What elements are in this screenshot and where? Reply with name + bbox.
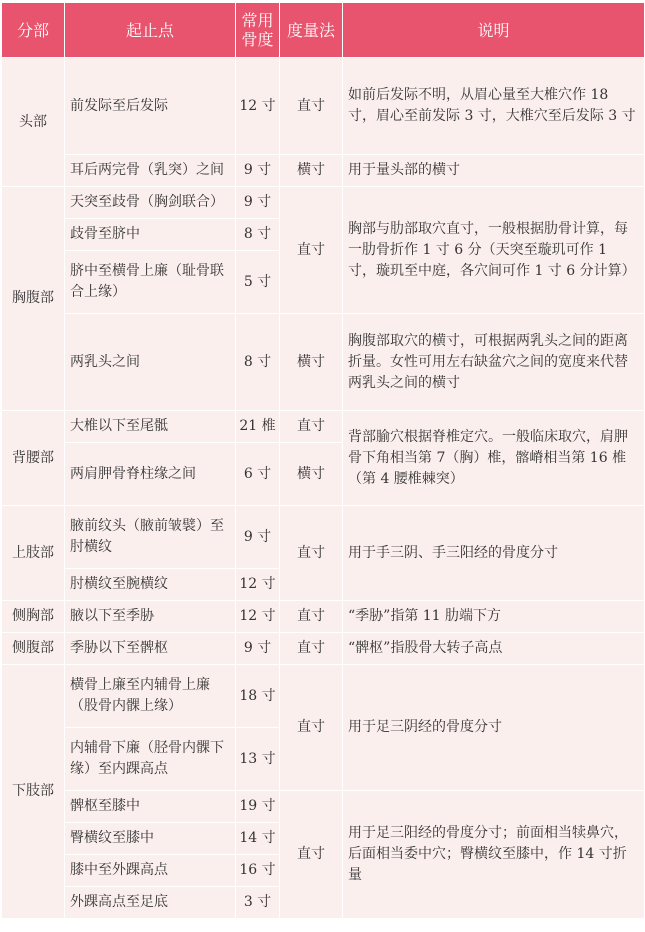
method-cell: 直寸: [280, 665, 343, 791]
note-cell: 用于足三阳经的骨度分寸；前面相当犊鼻穴，后面相当委中穴；臀横纹至膝中，作 14 寸折量: [343, 791, 645, 919]
bone-proportional-measurement-table: [1, 2, 645, 919]
value-cell: 9 寸: [236, 155, 280, 187]
method-cell: 横寸: [280, 443, 343, 506]
note-cell: 用于手三阴、手三阳经的骨度分寸: [343, 506, 645, 601]
range-cell: 膝中至外踝高点: [65, 855, 236, 887]
header-range: 起止点: [65, 3, 236, 58]
header-row: [2, 3, 645, 58]
value-cell: 9 寸: [236, 633, 280, 665]
note-cell: 胸腹部取穴的横寸，可根据两乳头之间的距离折量。女性可用左右缺盆穴之间的宽度来代替两乳头之间的横寸: [343, 314, 645, 411]
table-row: [2, 187, 645, 219]
range-cell: 髀枢至膝中: [65, 791, 236, 823]
range-cell: 大椎以下至尾骶: [65, 411, 236, 443]
part-cell-upper-limb: 上肢部: [2, 506, 65, 601]
range-cell: 两乳头之间: [65, 314, 236, 411]
table-row: [2, 506, 645, 569]
value-cell: 12 寸: [236, 601, 280, 633]
value-cell: 5 寸: [236, 251, 280, 314]
method-cell: 直寸: [280, 506, 343, 601]
table-row: [2, 633, 645, 665]
table-header: [2, 3, 645, 58]
table-row: [2, 58, 645, 155]
part-cell-back-waist: 背腰部: [2, 411, 65, 506]
method-cell: 直寸: [280, 633, 343, 665]
range-cell: 两肩胛骨脊柱缘之间: [65, 443, 236, 506]
header-value: 常用骨度: [236, 3, 280, 58]
header-note: 说明: [343, 3, 645, 58]
note-cell: 用于量头部的横寸: [343, 155, 645, 187]
value-cell: 14 寸: [236, 823, 280, 855]
method-cell: 直寸: [280, 58, 343, 155]
range-cell: 腋前纹头（腋前皱襞）至肘横纹: [65, 506, 236, 569]
header-method: 度量法: [280, 3, 343, 58]
note-cell: 用于足三阴经的骨度分寸: [343, 665, 645, 791]
range-cell: 腋以下至季胁: [65, 601, 236, 633]
value-cell: 13 寸: [236, 728, 280, 791]
value-cell: 16 寸: [236, 855, 280, 887]
value-cell: 19 寸: [236, 791, 280, 823]
part-cell-side-chest: 侧胸部: [2, 601, 65, 633]
range-cell: 前发际至后发际: [65, 58, 236, 155]
range-cell: 肘横纹至腕横纹: [65, 569, 236, 601]
table-row: [2, 155, 645, 187]
method-cell: 横寸: [280, 314, 343, 411]
method-cell: 直寸: [280, 411, 343, 443]
range-cell: 耳后两完骨（乳突）之间: [65, 155, 236, 187]
part-cell-chest-abdomen: 胸腹部: [2, 187, 65, 411]
table-row: [2, 314, 645, 411]
table-body: [2, 58, 645, 919]
value-cell: 21 椎: [236, 411, 280, 443]
value-cell: 6 寸: [236, 443, 280, 506]
range-cell: 歧骨至脐中: [65, 219, 236, 251]
range-cell: 横骨上廉至内辅骨上廉（股骨内髁上缘）: [65, 665, 236, 728]
part-cell-side-abdomen: 侧腹部: [2, 633, 65, 665]
table-row: [2, 601, 645, 633]
value-cell: 9 寸: [236, 187, 280, 219]
header-part: 分部: [2, 3, 65, 58]
note-cell: “季胁”指第 11 肋端下方: [343, 601, 645, 633]
table-row: [2, 411, 645, 443]
value-cell: 8 寸: [236, 314, 280, 411]
part-cell-lower-limb: 下肢部: [2, 665, 65, 919]
range-cell: 内辅骨下廉（胫骨内髁下缘）至内踝高点: [65, 728, 236, 791]
value-cell: 12 寸: [236, 569, 280, 601]
value-cell: 3 寸: [236, 887, 280, 919]
table-row: [2, 665, 645, 728]
value-cell: 18 寸: [236, 665, 280, 728]
note-cell: “髀枢”指股骨大转子高点: [343, 633, 645, 665]
part-cell-head: 头部: [2, 58, 65, 187]
range-cell: 脐中至横骨上廉（耻骨联合上缘）: [65, 251, 236, 314]
method-cell: 直寸: [280, 187, 343, 314]
range-cell: 季胁以下至髀枢: [65, 633, 236, 665]
note-cell: 如前后发际不明，从眉心量至大椎穴作 18 寸，眉心至前发际 3 寸，大椎穴至后发际 3 寸: [343, 58, 645, 155]
note-cell: 胸部与肋部取穴直寸，一般根据肋骨计算，每一肋骨折作 1 寸 6 分（天突至璇玑可作 1 寸，璇玑至中庭，各穴间可作 1 寸 6 分计算）: [343, 187, 645, 314]
range-cell: 天突至歧骨（胸剑联合）: [65, 187, 236, 219]
value-cell: 8 寸: [236, 219, 280, 251]
range-cell: 臀横纹至膝中: [65, 823, 236, 855]
note-cell: 背部腧穴根据脊椎定穴。一般临床取穴，肩胛骨下角相当第 7（胸）椎，髂嵴相当第 16 椎（第 4 腰椎棘突）: [343, 411, 645, 506]
table-row: [2, 791, 645, 823]
method-cell: 直寸: [280, 791, 343, 919]
value-cell: 12 寸: [236, 58, 280, 155]
value-cell: 9 寸: [236, 506, 280, 569]
method-cell: 直寸: [280, 601, 343, 633]
method-cell: 横寸: [280, 155, 343, 187]
range-cell: 外踝高点至足底: [65, 887, 236, 919]
